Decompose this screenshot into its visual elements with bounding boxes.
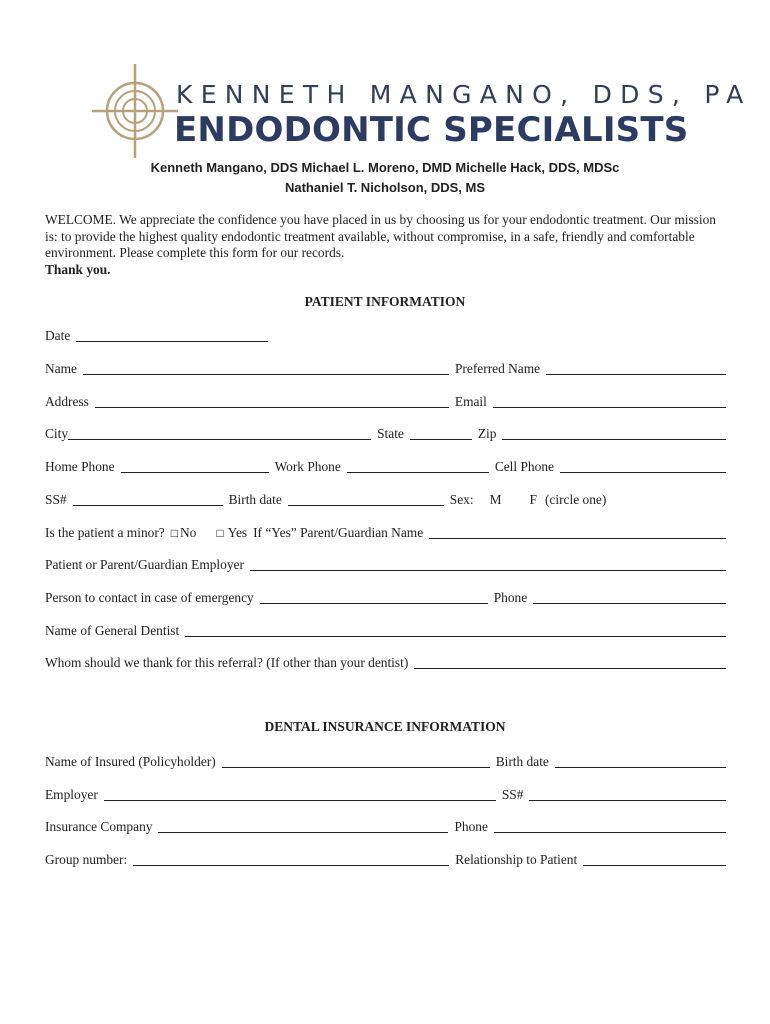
minor-yes-label: Yes (227, 525, 248, 540)
name-label: Name (45, 361, 77, 376)
zip-field[interactable] (502, 426, 726, 440)
practice-name: KENNETH MANGANO, DDS, PA (176, 80, 752, 109)
patient-employer-label: Patient or Parent/Guardian Employer (45, 557, 244, 572)
birth-date-label: Birth date (228, 492, 282, 507)
insurance-employer-field[interactable] (104, 787, 496, 801)
work-phone-field[interactable] (347, 459, 489, 473)
insurance-employer-row (45, 785, 726, 803)
ssn-row (45, 490, 726, 508)
name-row (45, 359, 726, 377)
date-row (45, 326, 726, 344)
address-label: Address (45, 394, 89, 409)
zip-label: Zip (477, 426, 497, 441)
insurance-company-label: Insurance Company (45, 819, 153, 834)
cell-phone-label: Cell Phone (494, 459, 554, 474)
state-label: State (377, 426, 404, 441)
city-field[interactable] (68, 426, 371, 440)
birth-date-field[interactable] (288, 492, 444, 506)
insurance-company-row (45, 817, 726, 835)
city-label: City (45, 426, 69, 441)
emergency-contact-field[interactable] (260, 590, 488, 604)
guardian-name-field[interactable] (429, 525, 726, 539)
sex-label: Sex: (449, 492, 474, 507)
emergency-phone-label: Phone (493, 590, 528, 605)
welcome-text: WELCOME. We appreciate the confidence you have placed in us by choosing us for your endodontic treatment. Our mission is: to provide the highest quality endodontic treatment available, without compromise, in a safe, friendly and comfortable environment. Please complete this form for our records. (45, 212, 716, 260)
insurance-employer-label: Employer (45, 787, 98, 802)
relationship-field[interactable] (583, 852, 726, 866)
insured-birth-date-field[interactable] (555, 754, 726, 768)
state-field[interactable] (410, 426, 472, 440)
preferred-name-label: Preferred Name (454, 361, 541, 376)
welcome-paragraph (45, 212, 730, 278)
sex-option-f[interactable]: F (529, 492, 537, 507)
employer-row (45, 555, 726, 573)
name-field[interactable] (83, 361, 449, 375)
general-dentist-field[interactable] (185, 623, 726, 637)
doctors-line-1: Kenneth Mangano, DDS Michael L. Moreno, DMD Michelle Hack, DDS, MDSc (150, 160, 620, 175)
home-phone-field[interactable] (121, 459, 269, 473)
minor-no-checkbox[interactable]: □ (170, 526, 178, 540)
insurance-phone-field[interactable] (494, 819, 726, 833)
referral-field[interactable] (414, 655, 726, 669)
sex-option-m[interactable]: M (489, 492, 502, 507)
emergency-contact-label: Person to contact in case of emergency (45, 590, 254, 605)
patient-information-heading: PATIENT INFORMATION (304, 294, 466, 309)
emergency-contact-row (45, 588, 726, 606)
general-dentist-label: Name of General Dentist (45, 623, 180, 638)
doctors-line-2: Nathaniel T. Nicholson, DDS, MS (284, 180, 486, 195)
work-phone-label: Work Phone (274, 459, 341, 474)
insured-birth-date-label: Birth date (495, 754, 549, 769)
group-number-label: Group number: (45, 852, 128, 867)
insured-name-label: Name of Insured (Policyholder) (45, 754, 216, 769)
date-field[interactable] (76, 328, 268, 342)
ssn-label: SS# (45, 492, 67, 507)
minor-no-label: No (179, 525, 197, 540)
insured-ssn-label: SS# (501, 787, 524, 802)
minor-yes-checkbox[interactable]: □ (216, 526, 224, 540)
relationship-label: Relationship to Patient (455, 852, 578, 867)
circle-one-note: (circle one) (544, 492, 607, 507)
referral-row (45, 653, 726, 671)
city-row (45, 424, 726, 442)
group-number-field[interactable] (133, 852, 449, 866)
cell-phone-field[interactable] (560, 459, 726, 473)
thank-you-text: Thank you. (45, 261, 111, 277)
dental-insurance-heading: DENTAL INSURANCE INFORMATION (264, 719, 506, 734)
guardian-name-label: If “Yes” Parent/Guardian Name (253, 525, 424, 540)
email-label: Email (454, 394, 487, 409)
address-field[interactable] (95, 394, 449, 408)
insurance-company-field[interactable] (158, 819, 448, 833)
address-row (45, 392, 726, 410)
home-phone-label: Home Phone (45, 459, 115, 474)
insurance-phone-label: Phone (454, 819, 488, 834)
group-number-row (45, 850, 726, 868)
phones-row (45, 457, 726, 475)
ssn-field[interactable] (73, 492, 223, 506)
referral-label: Whom should we thank for this referral? (If other than your dentist) (45, 655, 409, 670)
minor-question-label: Is the patient a minor? (45, 525, 165, 540)
patient-employer-field[interactable] (250, 557, 726, 571)
insured-row (45, 752, 726, 770)
email-field[interactable] (493, 394, 726, 408)
preferred-name-field[interactable] (546, 361, 726, 375)
insured-name-field[interactable] (222, 754, 490, 768)
insured-ssn-field[interactable] (529, 787, 726, 801)
emergency-phone-field[interactable] (533, 590, 726, 604)
minor-row (45, 523, 726, 541)
brand-name: ENDODONTIC SPECIALISTS (174, 110, 689, 150)
date-label: Date (45, 328, 71, 343)
general-dentist-row (45, 621, 726, 639)
